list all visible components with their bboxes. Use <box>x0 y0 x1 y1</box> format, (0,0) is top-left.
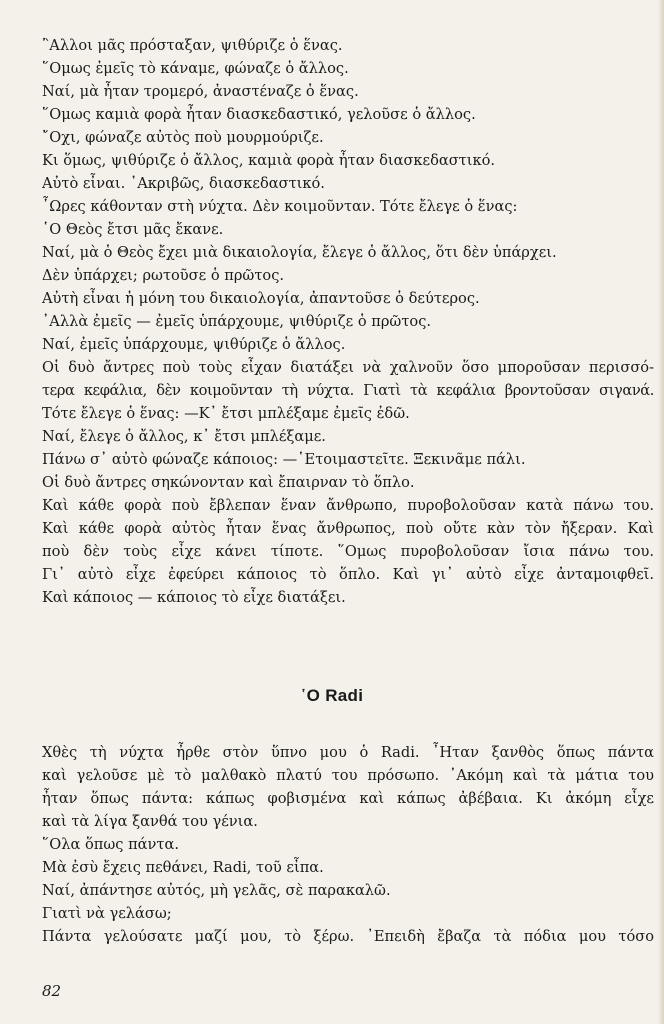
text-line: ῞Ομως ἐμεῖς τὸ κάναμε, φώναζε ὁ ἄλλος. <box>42 60 349 77</box>
page-number: 82 <box>42 982 62 1000</box>
text-line: Γι᾿ αὐτὸ εἶχε ἐφεύρει κάποιος τὸ ὅπλο. Καὶ γι᾿ αὐτὸ εἶχε ἀνταμοιφθεῖ. <box>42 566 654 583</box>
text-line: καὶ τὰ λίγα ξανθά του γένια. <box>42 813 258 830</box>
text-line: τερα κεφάλια, δὲν κοιμοῦνταν τὴ νύχτα. Γιατὶ τὰ κεφάλια βροντοῦσαν σιγανά. <box>42 382 654 399</box>
text-line: Οἱ δυὸ ἄντρες ποὺ τοὺς εἶχαν διατάξει νὰ χαλνοῦν ὅσο μποροῦσαν περισσό- <box>42 359 654 376</box>
text-line: ῍Αλλοι μᾶς πρόσταξαν, ψιθύριζε ὁ ἕνας. <box>42 37 343 54</box>
text-line: Πάνω σ᾿ αὐτὸ φώναζε κάποιος: —῾Ετοιμαστεῖτε. Ξεκινᾶμε πάλι. <box>42 451 526 468</box>
text-line: Ναί, μὰ ὁ Θεὸς ἔχει μιὰ δικαιολογία, ἔλεγε ὁ ἄλλος, ὅτι δὲν ὑπάρχει. <box>42 244 557 261</box>
text-line: Ναί, μὰ ἦταν τρομερό, ἀναστέναζε ὁ ἕνας. <box>42 83 359 100</box>
text-line: ῟Ωρες κάθονταν στὴ νύχτα. Δὲν κοιμοῦνταν. Τότε ἔλεγε ὁ ἕνας: <box>42 198 518 215</box>
text-line: Ναί, ἀπάντησε αὐτός, μὴ γελᾶς, σὲ παρακαλῶ. <box>42 882 391 899</box>
text-line: ῎Οχι, φώναζε αὐτὸς ποὺ μουρμούριζε. <box>42 129 324 146</box>
text-line: Γιατὶ νὰ γελάσω; <box>42 905 172 922</box>
text-line: Χθὲς τὴ νύχτα ἦρθε στὸν ὕπνο μου ὁ Radi. ῏Ηταν ξανθὸς ὅπως πάντα <box>42 744 654 761</box>
text-line: Τότε ἔλεγε ὁ ἕνας: —Κ᾿ ἔτσι μπλέξαμε ἐμεῖς ἐδῶ. <box>42 405 410 422</box>
text-line: Κι ὅμως, ψιθύριζε ὁ ἄλλος, καμιὰ φορὰ ἦταν διασκεδαστικό. <box>42 152 496 169</box>
text-line: Οἱ δυὸ ἄντρες σηκώνονταν καὶ ἔπαιρναν τὸ ὅπλο. <box>42 474 415 491</box>
page-edge-shadow <box>658 0 664 1024</box>
text-line: Καὶ κάποιος — κάποιος τὸ εἶχε διατάξει. <box>42 589 346 606</box>
text-line: Δὲν ὑπάρχει; ρωτοῦσε ὁ πρῶτος. <box>42 267 285 284</box>
text-line: ῾Ο Θεὸς ἔτσι μᾶς ἔκανε. <box>42 221 224 238</box>
text-line: Πάντα γελούσατε μαζί μου, τὸ ξέρω. ᾿Επειδὴ ἔβαζα τὰ πόδια μου τόσο <box>42 928 654 945</box>
text-line: Μὰ ἐσὺ ἔχεις πεθάνει, Radi, τοῦ εἶπα. <box>42 859 324 876</box>
text-line: Ναί, ἐμεῖς ὑπάρχουμε, ψιθύριζε ὁ ἄλλος. <box>42 336 346 353</box>
text-line: Αὐτὴ εἶναι ἡ μόνη του δικαιολογία, ἀπαντοῦσε ὁ δεύτερος. <box>42 290 480 307</box>
text-line: καὶ γελοῦσε μὲ τὸ μαλθακὸ πλατύ του πρόσωπο. ᾿Ακόμη καὶ τὰ μάτια του <box>42 767 654 784</box>
text-line: ποὺ δὲν τοὺς εἶχε κάνει τίποτε. ῞Ομως πυροβολοῦσαν ἴσια πάνω του. <box>42 543 654 560</box>
text-line: ᾿Αλλὰ ἐμεῖς — ἐμεῖς ὑπάρχουμε, ψιθύριζε ὁ πρῶτος. <box>42 313 432 330</box>
text-line: ῞Ομως καμιὰ φορὰ ἦταν διασκεδαστικό, γελοῦσε ὁ ἄλλος. <box>42 106 476 123</box>
text-line: Καὶ κάθε φορὰ ποὺ ἔβλεπαν ἕναν ἄνθρωπο, πυροβολοῦσαν κατὰ πάνω του. <box>42 497 654 514</box>
text-line: ἦταν ὅπως πάντα: κάπως φοβισμένα καὶ κάπως ἀβέβαια. Κι ἀκόμη εἶχε <box>42 790 654 807</box>
section-heading: ῾Ο Radi <box>300 686 364 705</box>
text-line: Καὶ κάθε φορὰ αὐτὸς ἦταν ἕνας ἄνθρωπος, ποὺ οὔτε κὰν τὸν ἤξεραν. Καὶ <box>42 520 654 537</box>
text-line: ῞Ολα ὅπως πάντα. <box>42 836 179 853</box>
text-line: Αὐτὸ εἶναι. ᾿Ακριβῶς, διασκεδαστικό. <box>42 175 325 192</box>
text-line: Ναί, ἔλεγε ὁ ἄλλος, κ᾿ ἔτσι μπλέξαμε. <box>42 428 326 445</box>
